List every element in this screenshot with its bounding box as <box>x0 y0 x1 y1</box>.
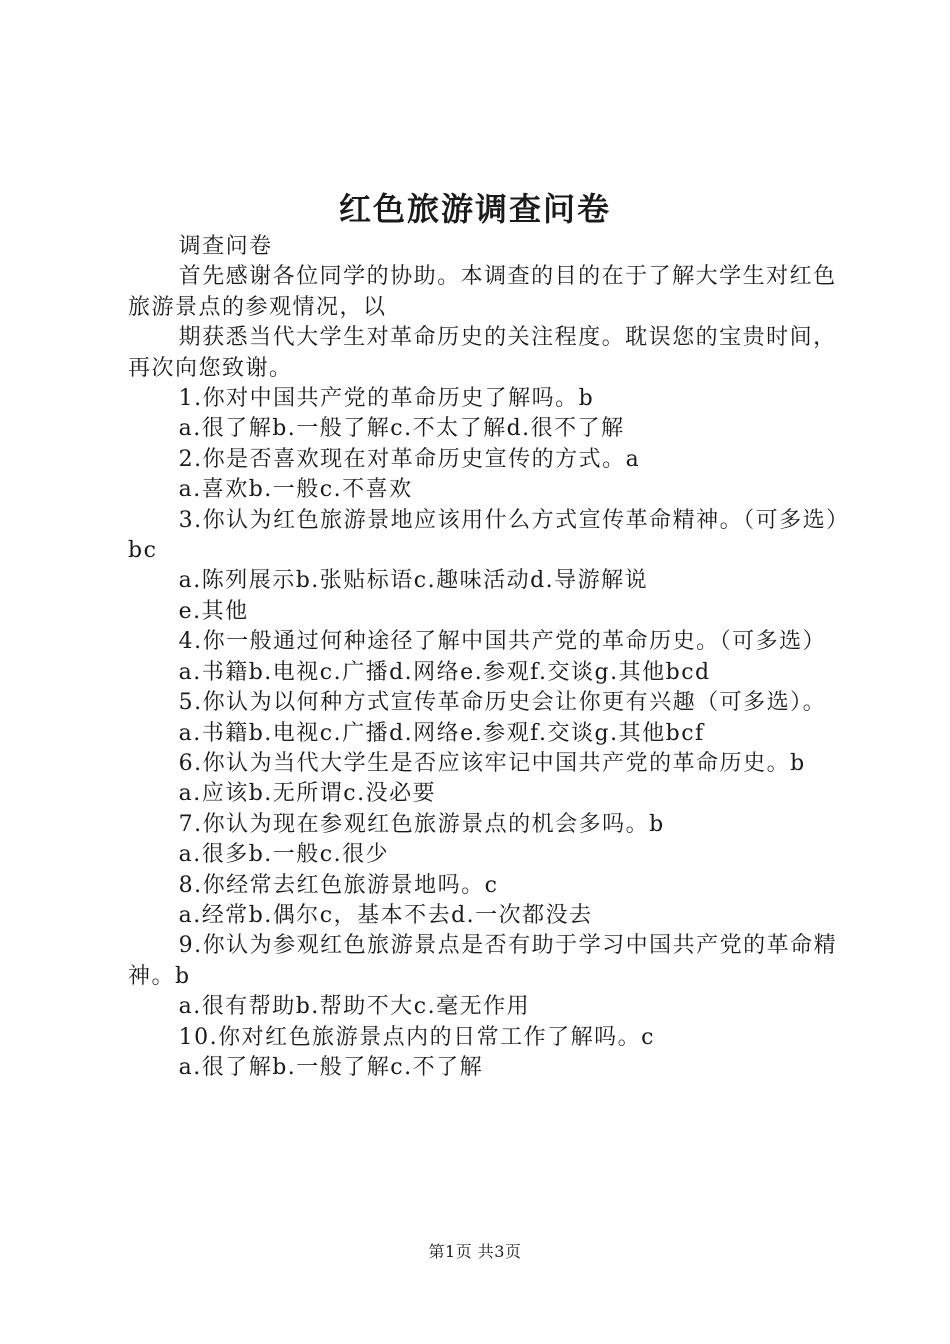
options-3-extra: e.其他 <box>178 598 249 624</box>
options-7: a.很多b.一般c.很少 <box>178 842 390 868</box>
question-7: 7.你认为现在参观红色旅游景点的机会多吗。b <box>178 811 665 837</box>
options-5: a.书籍b.电视c.广播d.网络e.参观f.交谈g.其他bcf <box>178 720 705 746</box>
question-4: 4.你一般通过何种途径了解中国共产党的革命历史。（可多选） <box>178 629 827 655</box>
question-1: 1.你对中国共产党的革命历史了解吗。b <box>178 386 595 412</box>
question-2: 2.你是否喜欢现在对革命历史宣传的方式。a <box>178 446 641 472</box>
options-6: a.应该b.无所谓c.没必要 <box>178 781 437 807</box>
options-10: a.很了解b.一般了解c.不了解 <box>178 1054 484 1080</box>
document-title: 红色旅游调查问卷 <box>338 190 611 228</box>
page-number-footer: 第1页 共3页 <box>428 1242 522 1261</box>
question-3: 3.你认为红色旅游景地应该用什么方式宣传革命精神。（可多选）bc <box>128 507 839 564</box>
options-9: a.很有帮助b.帮助不大c.毫无作用 <box>178 994 531 1020</box>
question-5: 5.你认为以何种方式宣传革命历史会让你更有兴趣（可多选）。 <box>178 690 827 716</box>
options-8: a.经常b.偶尔c，基本不去d.一次都没去 <box>178 902 593 928</box>
options-2: a.喜欢b.一般c.不喜欢 <box>178 477 413 503</box>
paragraph: 期获悉当代大学生对革命历史的关注程度。耽误您的宝贵时间，再次向您致谢。 <box>128 325 837 381</box>
question-10: 10.你对红色旅游景点内的日常工作了解吗。c <box>178 1024 655 1050</box>
paragraph: 首先感谢各位同学的协助。本调查的目的在于了解大学生对红色旅游景点的参观情况，以 <box>128 264 837 320</box>
options-1: a.很了解b.一般了解c.不太了解d.很不了解 <box>178 416 625 442</box>
options-3: a.陈列展示b.张贴标语c.趣味活动d.导游解说 <box>178 568 649 594</box>
question-9: 9.你认为参观红色旅游景点是否有助于学习中国共产党的革命精神。b <box>128 933 838 989</box>
question-6: 6.你认为当代大学生是否应该牢记中国共产党的革命历史。b <box>178 750 806 776</box>
document-body <box>128 232 840 1083</box>
options-4: a.书籍b.电视c.广播d.网络e.参观f.交谈g.其他bcd <box>178 659 711 685</box>
paragraph: 调查问卷 <box>178 234 273 259</box>
question-8: 8.你经常去红色旅游景地吗。c <box>178 872 499 898</box>
